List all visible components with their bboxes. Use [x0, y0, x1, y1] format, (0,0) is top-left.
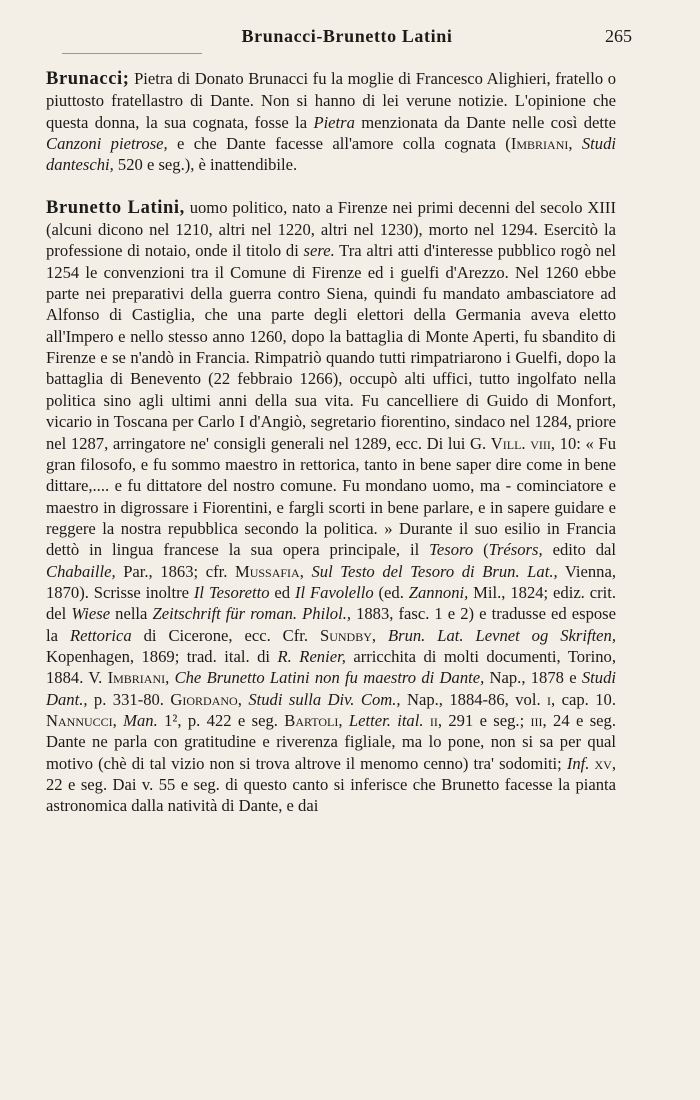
- headword-brunetto-latini: Brunetto Latini,: [46, 197, 185, 218]
- entry-brunetto-latini: Brunetto Latini, uomo politico, nato a Firenze nei primi decenni del secolo XIII (alcuni dicono nel 1210, altri nel 1220, altri nel 1230), morto nel 1294. Esercitò la professione di notaio, onde il titolo di sere. Tra altri atti d'interesse pubblico rogò nel 1254 le convenzioni tra il Comune di Firenze ed i guelfi d'Arezzo. Nel 1260 ebbe parte nei preparativi della guerra contro Siena, quindi fu mandato ambasciatore ad Alfonso di Castiglia, che una parte degli elettori della Germania aveva eletto all'Impero e nello stesso anno 1260, dopo la battaglia di Monte Aperti, fu sbandito di Firenze e se n'andò in Francia. Rimpatriò quando tutti rimpatriarono i Guelfi, dopo la battaglia di Benevento (22 febbraio 1266), occupò alti uffici, tutto ingolfato nella politica sino agli ultimi anni della sua vita. Fu cancelliere di Guido di Monfort, vicario in Toscana per Carlo I d'Angiò, segretario fiorentino, sindaco nel 1284, priore nel 1287, arringatore ne' consigli generali nel 1289, ecc. Di lui G. Vill. viii, 10: « Fu gran filosofo, e fu sommo maestro in rettorica, tanto in bene saper dire come in bene dittare,.... e fu dittatore del nostro comune. Fu mondano uomo, ma - cominciatore e maestro in digrossare i Fiorentini, e fargli scorti in bene parlare, e in sapere guidare e reggere la nostra repubblica secondo la politica. » Durante il suo esilio in Francia dettò in lingua francese la sua opera principale, il Tesoro (Trésors, edito dal Chabaille, Par., 1863; cfr. Mussafia, Sul Testo del Tesoro di Brun. Lat., Vienna, 1870). Scrisse inoltre Il Tesoretto ed Il Favolello (ed. Zannoni, Mil., 1824; ediz. crit. del Wiese nella Zeitschrift für roman. Philol., 1883, fasc. 1 e 2) e tradusse ed espose la Rettorica di Cicerone, ecc. Cfr. Sundby, Brun. Lat. Levnet og Skriften, Kopenhagen, 1869; trad. ital. di R. Renier, arricchita di molti documenti, Torino, 1884. V. Imbriani, Che Brunetto Latini non fu maestro di Dante, Nap., 1878 e Studi Dant., p. 331-80. Giordano, Studi sulla Div. Com., Nap., 1884-86, vol. i, cap. 10. Nannucci, Man. 1², p. 422 e seg. Bartoli, Letter. ital. ii, 291 e seg.; iii, 24 e seg. Dante ne parla con gratitudine e riverenza figliale, ma lo pone, non si sa per qual motivo (chè di tal vizio non si trova altrove il menomo cenno) tra' sodomiti; Inf. xv, 22 e seg. Dai v. 55 e seg. di questo canto si inferisce che Brunetto facesse la pianta astronomica dalla natività di Dante, e dai: [46, 197, 617, 816]
- header-rule: [62, 53, 202, 54]
- running-title: Brunacci-Brunetto Latini: [241, 26, 453, 46]
- page-number: 265: [605, 26, 632, 46]
- entry-brunacci: Brunacci; Pietra di Donato Brunacci fu la moglie di Francesco Alighieri, fratello o piuttosto fratellastro di Dante. Non si hanno di lei verune notizie. L'opinione che questa donna, la sua cognata, fosse la Pietra menzionata da Dante nelle così dette Canzoni pietrose, e che Dante facesse all'amore colla cognata (Imbriani, Studi danteschi, 520 e seg.), è inattendibile.: [46, 69, 616, 175]
- running-header: [62, 24, 632, 54]
- body-text: [46, 68, 616, 817]
- headword-brunacci: Brunacci;: [46, 69, 130, 89]
